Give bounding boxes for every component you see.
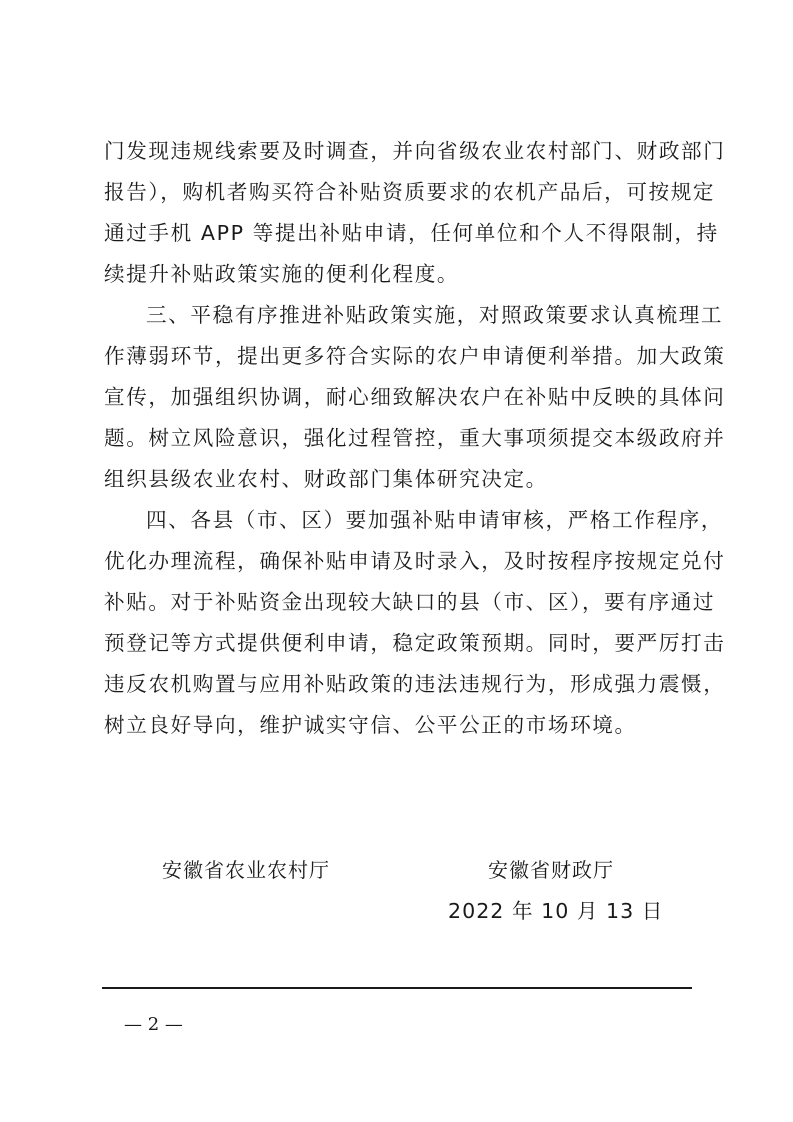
paragraph-2-line-1: 三、平稳有序推进补贴政策实施，对照政策要求认真梳理工 [146, 303, 724, 327]
paragraph-1-line-3: 通过手机 APP 等提出补贴申请，任何单位和个人不得限制，持 [104, 221, 719, 245]
paragraph-2-line-5: 组织县级农业农村、财政部门集体研究决定。 [104, 467, 548, 491]
paragraph-1-line-4: 续提升补贴政策实施的便利化程度。 [104, 262, 460, 286]
paragraph-3-line-5: 违反农机购置与应用补贴政策的违法违规行为，形成强力震慑， [104, 672, 726, 696]
paragraph-2-line-2: 作薄弱环节，提出更多符合实际的农户申请便利举措。加大政策 [104, 344, 726, 368]
footer-divider [102, 987, 692, 989]
paragraph-3-line-2: 优化办理流程，确保补贴申请及时录入，及时按程序按规定兑付 [104, 549, 726, 573]
issuer-agriculture-department: 安徽省农业农村厅 [162, 858, 330, 882]
paragraph-1-line-1: 门发现违规线索要及时调查，并向省级农业农村部门、财政部门 [104, 139, 726, 163]
issuer-finance-department: 安徽省财政厅 [488, 858, 614, 882]
paragraph-2-line-3: 宣传，加强组织协调，耐心细致解决农户在补贴中反映的具体问 [104, 385, 726, 409]
page-number: — 2 — [124, 1014, 183, 1035]
paragraph-3-line-4: 预登记等方式提供便利申请，稳定政策预期。同时，要严厉打击 [104, 631, 726, 655]
paragraph-3-line-6: 树立良好导向，维护诚实守信、公平公正的市场环境。 [104, 713, 637, 737]
paragraph-1-line-2: 报告），购机者购买符合补贴资质要求的农机产品后，可按规定 [104, 180, 716, 204]
issue-date: 2022 年 10 月 13 日 [448, 899, 664, 923]
paragraph-3-line-3: 补贴。对于补贴资金出现较大缺口的县（市、区），要有序通过 [104, 590, 716, 614]
paragraph-2-line-4: 题。树立风险意识，强化过程管控，重大事项须提交本级政府并 [104, 426, 726, 450]
paragraph-3-line-1: 四、各县（市、区）要加强补贴申请审核，严格工作程序， [146, 508, 724, 532]
